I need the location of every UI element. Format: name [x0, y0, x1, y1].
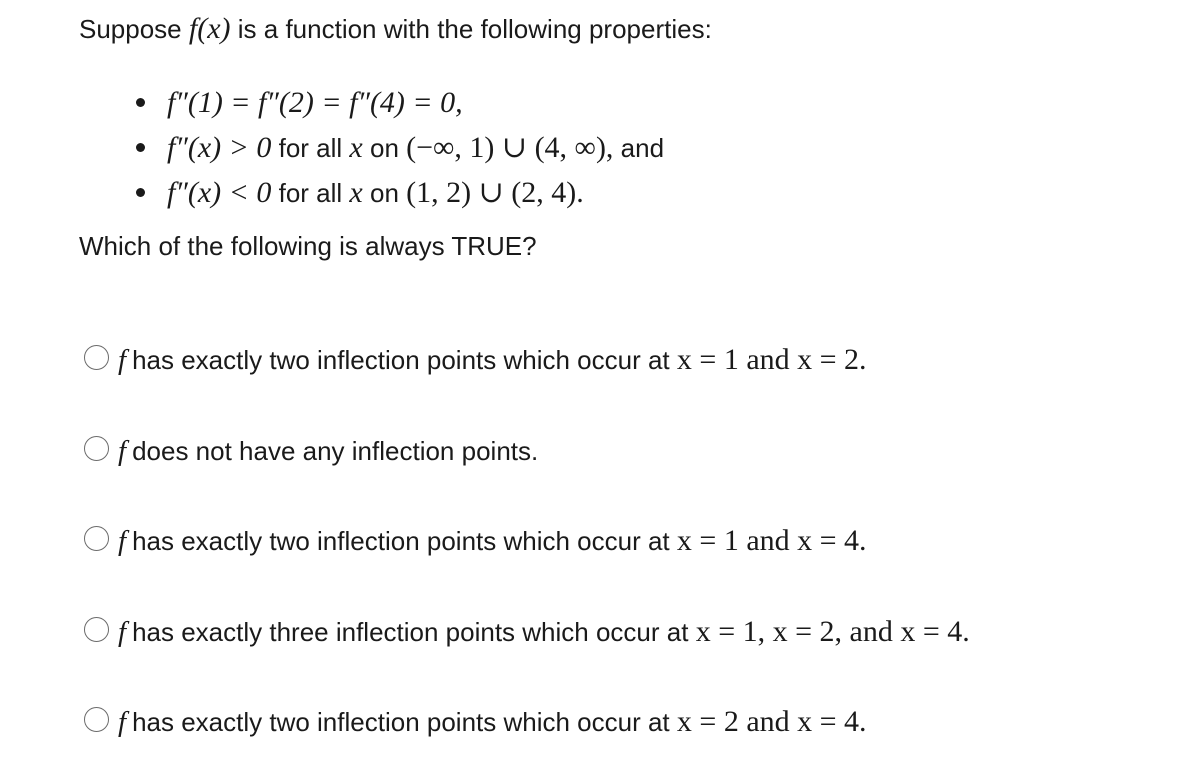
option-text: has exactly two inflection points which occur at — [132, 526, 670, 557]
answer-option-2[interactable] — [84, 429, 538, 469]
option-math: x = 2 and x = 4. — [676, 705, 867, 739]
stem-text-before: Suppose — [79, 14, 182, 44]
radio-button[interactable] — [84, 707, 109, 732]
question-prompt: Which of the following is always TRUE? — [79, 231, 537, 261]
property-3-interval: (1, 2) ∪ (2, 4). — [406, 176, 584, 209]
function-symbol: f — [118, 525, 127, 558]
property-2-var: x — [349, 131, 363, 164]
option-label — [118, 521, 867, 561]
option-text: does not have any inflection points. — [132, 436, 539, 467]
property-2-text3: and — [620, 133, 665, 163]
option-label — [118, 702, 867, 742]
answer-option-1[interactable] — [84, 338, 867, 378]
property-3-var: x — [349, 176, 363, 209]
property-item — [122, 170, 664, 215]
option-label — [118, 340, 867, 380]
property-2-condition: f″(x) > 0 — [167, 131, 272, 164]
option-label — [118, 431, 538, 471]
option-label — [118, 612, 970, 652]
function-symbol: f — [118, 344, 127, 377]
option-text: has exactly two inflection points which occur at — [132, 345, 670, 376]
answer-option-4[interactable] — [84, 610, 970, 650]
radio-button[interactable] — [84, 526, 109, 551]
stem-text-after: is a function with the following properties: — [237, 14, 712, 44]
property-3-text2: on — [369, 178, 399, 208]
property-2-interval: (−∞, 1) ∪ (4, ∞), — [406, 131, 614, 164]
property-2-text: for all — [278, 133, 343, 163]
property-3-text: for all — [278, 178, 343, 208]
option-text: has exactly three inflection points which occur at — [132, 617, 689, 648]
property-3-condition: f″(x) < 0 — [167, 176, 272, 209]
function-symbol: f — [118, 706, 127, 739]
option-math: x = 1 and x = 2. — [676, 343, 867, 377]
function-symbol: f — [118, 616, 127, 649]
answer-option-3[interactable] — [84, 519, 867, 559]
radio-button[interactable] — [84, 436, 109, 461]
function-symbol: f — [118, 435, 127, 468]
stem-function: f(x) — [188, 12, 231, 45]
option-math: x = 1 and x = 4. — [676, 524, 867, 558]
question-stem — [79, 12, 712, 46]
property-2-text2: on — [369, 133, 399, 163]
radio-button[interactable] — [84, 617, 109, 642]
property-item — [122, 80, 664, 125]
option-math: x = 1, x = 2, and x = 4. — [695, 615, 970, 649]
property-item — [122, 125, 664, 170]
radio-button[interactable] — [84, 345, 109, 370]
properties-list — [122, 80, 664, 215]
answer-option-5[interactable] — [84, 700, 867, 740]
property-1-math: f″(1) = f″(2) = f″(4) = 0, — [167, 86, 463, 119]
option-text: has exactly two inflection points which occur at — [132, 707, 670, 738]
